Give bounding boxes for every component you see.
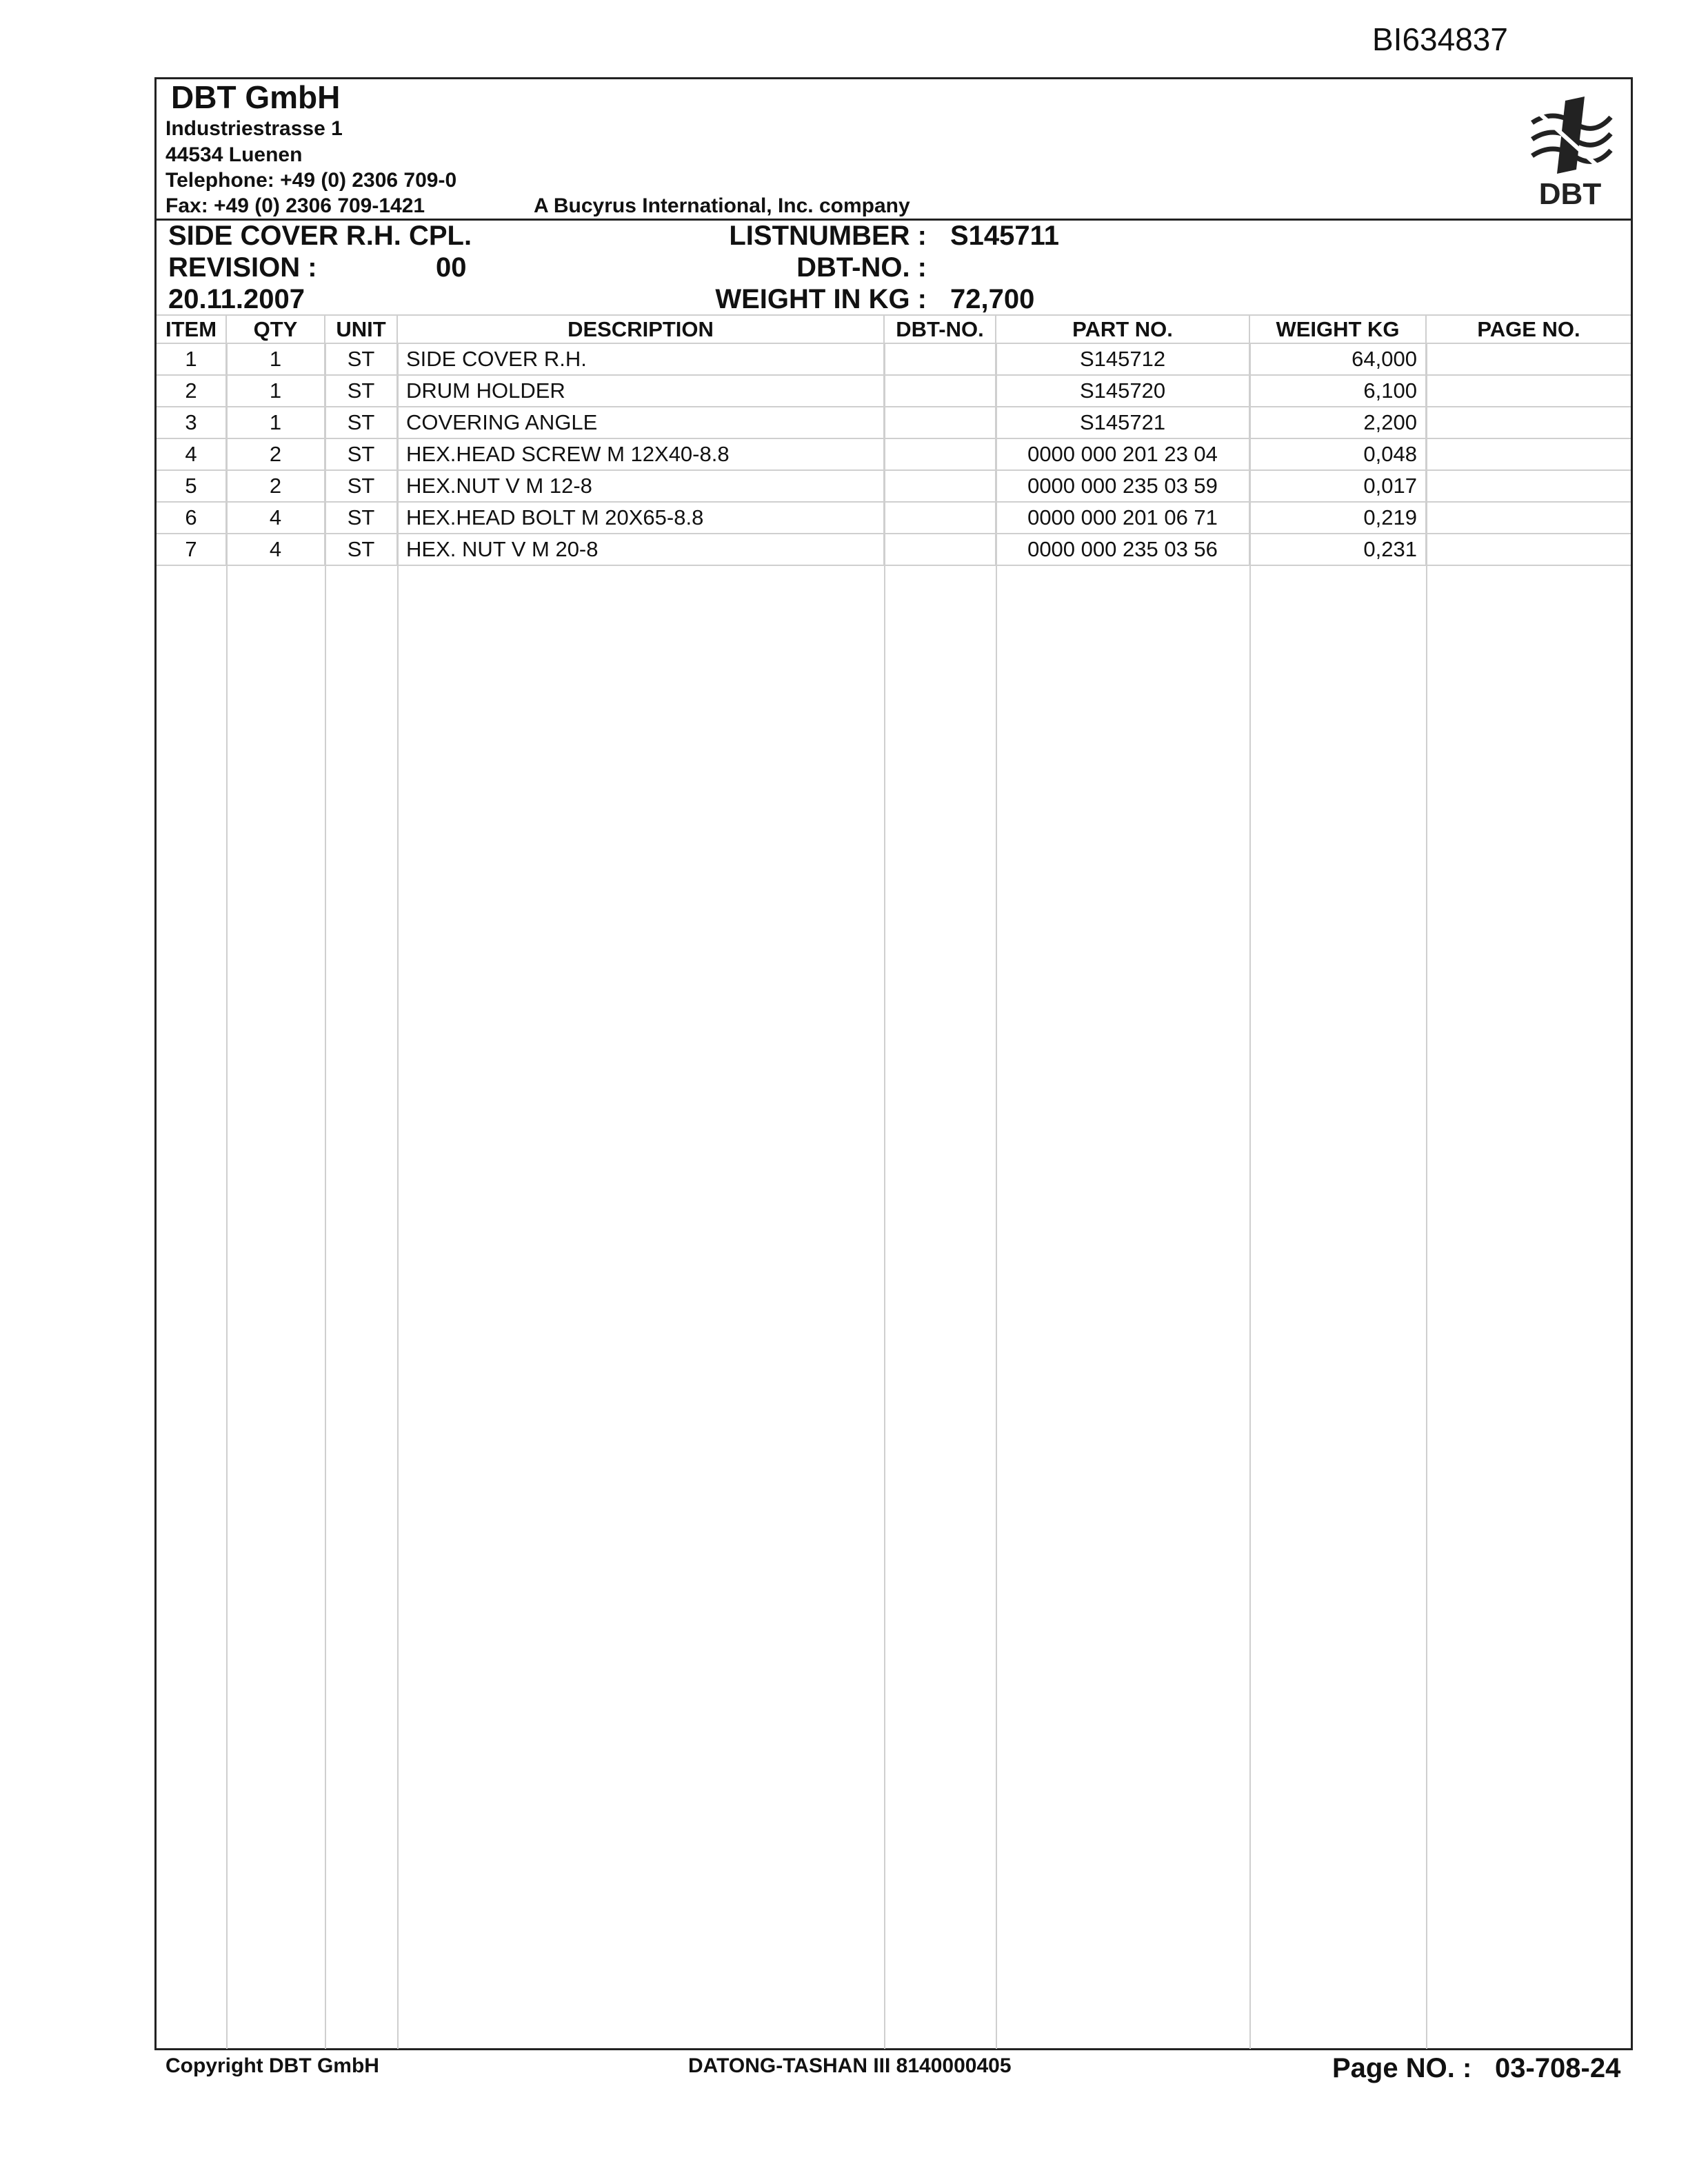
part-no-cell: S145712: [996, 343, 1249, 375]
grid-line: [226, 343, 228, 2049]
grid-line: [996, 343, 997, 2049]
part-no-cell: S145721: [996, 407, 1249, 438]
item-cell: 7: [157, 534, 226, 565]
part-no-cell: 0000 000 201 06 71: [996, 502, 1249, 534]
qty-cell: 2: [226, 438, 325, 470]
column-header-part-no: PART NO.: [996, 316, 1249, 343]
unit-cell: ST: [325, 375, 397, 407]
project-reference: DATONG-TASHAN III 8140000405: [688, 2054, 1012, 2077]
weight-cell: 2,200: [1249, 407, 1426, 438]
column-header-unit: UNIT: [325, 316, 397, 343]
column-header-page-no: PAGE NO.: [1426, 316, 1631, 343]
qty-cell: 4: [226, 502, 325, 534]
company-street: Industriestrasse 1: [165, 117, 343, 140]
page-no-cell: [1426, 407, 1631, 438]
dbt-no-cell: [884, 502, 996, 534]
page-number-label: Page NO. :: [1332, 2053, 1472, 2083]
item-cell: 1: [157, 343, 226, 375]
dbt-no-cell: [884, 534, 996, 565]
dbt-no-cell: [884, 375, 996, 407]
item-cell: 3: [157, 407, 226, 438]
company-affiliation: A Bucyrus International, Inc. company: [534, 194, 910, 217]
unit-cell: ST: [325, 407, 397, 438]
description-cell: HEX.NUT V M 12-8: [397, 470, 884, 502]
description-cell: HEX.HEAD BOLT M 20X65-8.8: [397, 502, 884, 534]
item-cell: 4: [157, 438, 226, 470]
part-no-cell: S145720: [996, 375, 1249, 407]
document-id: BI634837: [1372, 21, 1508, 57]
qty-cell: 2: [226, 470, 325, 502]
dbt-no-label: DBT-NO. :: [796, 252, 927, 283]
dbt-logo: [1525, 94, 1615, 211]
qty-cell: 1: [226, 407, 325, 438]
revision-label: REVISION :: [168, 252, 317, 283]
weight-value: 72,700: [950, 284, 1035, 314]
page-no-cell: [1426, 534, 1631, 565]
list-title: SIDE COVER R.H. CPL.: [168, 221, 472, 251]
company-fax: Fax: +49 (0) 2306 709-1421: [165, 194, 425, 217]
weight-cell: 0,017: [1249, 470, 1426, 502]
column-header-dbt-no: DBT-NO.: [884, 316, 996, 343]
table-row: [157, 438, 1631, 470]
parts-table: [157, 316, 1631, 566]
page-number-value: 03-708-24: [1495, 2053, 1621, 2083]
copyright-text: Copyright DBT GmbH: [165, 2054, 379, 2077]
weight-cell: 0,048: [1249, 438, 1426, 470]
qty-cell: 1: [226, 375, 325, 407]
listnumber-label: LISTNUMBER :: [729, 221, 927, 251]
page-no-cell: [1426, 470, 1631, 502]
dbt-no-cell: [884, 407, 996, 438]
weight-label: WEIGHT IN KG :: [715, 284, 927, 314]
grid-line: [1426, 343, 1427, 2049]
weight-cell: 6,100: [1249, 375, 1426, 407]
table-header-row: [157, 316, 1631, 343]
page-no-cell: [1426, 502, 1631, 534]
part-no-cell: 0000 000 235 03 56: [996, 534, 1249, 565]
table-row: [157, 375, 1631, 407]
item-cell: 5: [157, 470, 226, 502]
description-cell: DRUM HOLDER: [397, 375, 884, 407]
unit-cell: ST: [325, 470, 397, 502]
table-row: [157, 534, 1631, 565]
weight-cell: 0,231: [1249, 534, 1426, 565]
unit-cell: ST: [325, 438, 397, 470]
item-cell: 6: [157, 502, 226, 534]
grid-line: [1249, 343, 1251, 2049]
page-no-cell: [1426, 375, 1631, 407]
table-row: [157, 343, 1631, 375]
dbt-no-cell: [884, 343, 996, 375]
part-no-cell: 0000 000 235 03 59: [996, 470, 1249, 502]
listnumber-value: S145711: [950, 221, 1059, 251]
weight-cell: 0,219: [1249, 502, 1426, 534]
company-name: DBT GmbH: [171, 79, 341, 115]
revision-value: 00: [436, 252, 467, 283]
table-row: [157, 502, 1631, 534]
unit-cell: ST: [325, 502, 397, 534]
grid-line: [397, 343, 399, 2049]
description-cell: SIDE COVER R.H.: [397, 343, 884, 375]
list-date: 20.11.2007: [168, 284, 305, 314]
table-row: [157, 470, 1631, 502]
column-header-description: DESCRIPTION: [397, 316, 884, 343]
description-cell: HEX.HEAD SCREW M 12X40-8.8: [397, 438, 884, 470]
item-cell: 2: [157, 375, 226, 407]
unit-cell: ST: [325, 343, 397, 375]
dbt-no-cell: [884, 470, 996, 502]
column-header-qty: QTY: [226, 316, 325, 343]
company-city: 44534 Luenen: [165, 143, 303, 166]
dbt-no-cell: [884, 438, 996, 470]
page-no-cell: [1426, 343, 1631, 375]
part-no-cell: 0000 000 201 23 04: [996, 438, 1249, 470]
unit-cell: ST: [325, 534, 397, 565]
svg-text:DBT: DBT: [1538, 177, 1602, 211]
table-row: [157, 407, 1631, 438]
description-cell: COVERING ANGLE: [397, 407, 884, 438]
grid-line: [325, 343, 326, 2049]
grid-line: [884, 343, 885, 2049]
qty-cell: 4: [226, 534, 325, 565]
column-header-weight: WEIGHT KG: [1249, 316, 1426, 343]
qty-cell: 1: [226, 343, 325, 375]
weight-cell: 64,000: [1249, 343, 1426, 375]
page-no-cell: [1426, 438, 1631, 470]
company-telephone: Telephone: +49 (0) 2306 709-0: [165, 169, 457, 192]
column-header-item: ITEM: [157, 316, 226, 343]
description-cell: HEX. NUT V M 20-8: [397, 534, 884, 565]
